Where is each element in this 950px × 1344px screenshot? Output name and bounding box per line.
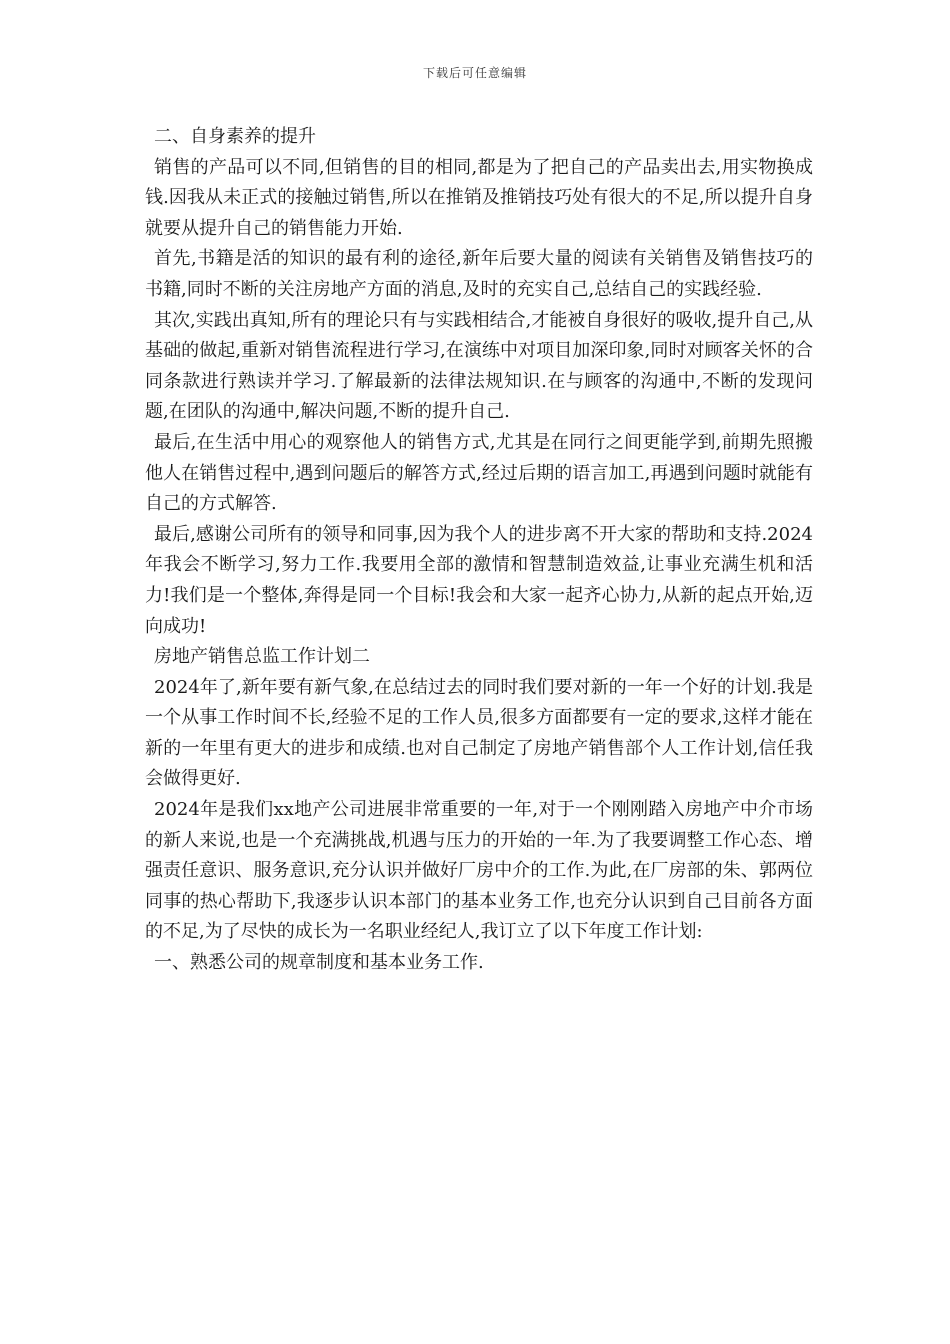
- paragraph-company-year: 2024年是我们xx地产公司进展非常重要的一年,对于一个刚刚踏入房地产中介市场的新人来说,也是一个充满挑战,机遇与压力的开始的一年.为了我要调整工作心态、增强责任意识、服务意识,充分认识并做好厂房中介的工作.为此,在厂房部的朱、郭两位同事的热心帮助下,我逐步认识本部门的基本业务工作,也充分认识到自己目前各方面的不足,为了尽快的成长为一名职业经纪人,我订立了以下年度工作计划:: [145, 799, 813, 943]
- document-body: [145, 122, 813, 979]
- section-heading-self-improvement: 二、自身素养的提升: [154, 126, 316, 147]
- page-header-note: 下载后可任意编辑: [422, 66, 527, 80]
- paragraph-thanks: 最后,感谢公司所有的领导和同事,因为我个人的进步离不开大家的帮助和支持.2024年我会不断学习,努力工作.我要用全部的激情和智慧制造效益,让事业充满生机和活力!我们是一个整体,奔得是同一个目标!我会和大家一起齐心协力,从新的起点开始,迈向成功!: [145, 523, 813, 637]
- paragraph-books: 首先,书籍是活的知识的最有利的途径,新年后要大量的阅读有关销售及销售技巧的书籍,同时不断的关注房地产方面的消息,及时的充实自己,总结自己的实践经验.: [145, 248, 813, 300]
- paragraph-practice: 其次,实践出真知,所有的理论只有与实践相结合,才能被自身很好的吸收,提升自己,从基础的做起,重新对销售流程进行学习,在演练中对项目加深印象,同时对顾客关怀的合同条款进行熟读并学习.了解最新的法律法规知识.在与顾客的沟通中,不断的发现问题,在团队的沟通中,解决问题,不断的提升自己.: [145, 309, 813, 423]
- section-title-plan-two: 房地产销售总监工作计划二: [154, 646, 370, 668]
- section-heading-rules: 一、熟悉公司的规章制度和基本业务工作.: [154, 952, 484, 974]
- paragraph-observe-others: 最后,在生活中用心的观察他人的销售方式,尤其是在同行之间更能学到,前期先照搬他人在销售过程中,遇到问题后的解答方式,经过后期的语言加工,再遇到问题时就能有自己的方式解答.: [145, 431, 813, 515]
- paragraph-sales-purpose: 销售的产品可以不同,但销售的目的相同,都是为了把自己的产品卖出去,用实物换成钱.因我从未正式的接触过销售,所以在推销及推销技巧处有很大的不足,所以提升自身就要从提升自己的销售能力开始.: [145, 156, 813, 239]
- paragraph-new-year: 2024年了,新年要有新气象,在总结过去的同时我们要对新的一年一个好的计划.我是一个从事工作时间不长,经验不足的工作人员,很多方面都要有一定的要求,这样才能在新的一年里有更大的进步和成绩.也对自己制定了房地产销售部个人工作计划,信任我会做得更好.: [145, 676, 813, 790]
